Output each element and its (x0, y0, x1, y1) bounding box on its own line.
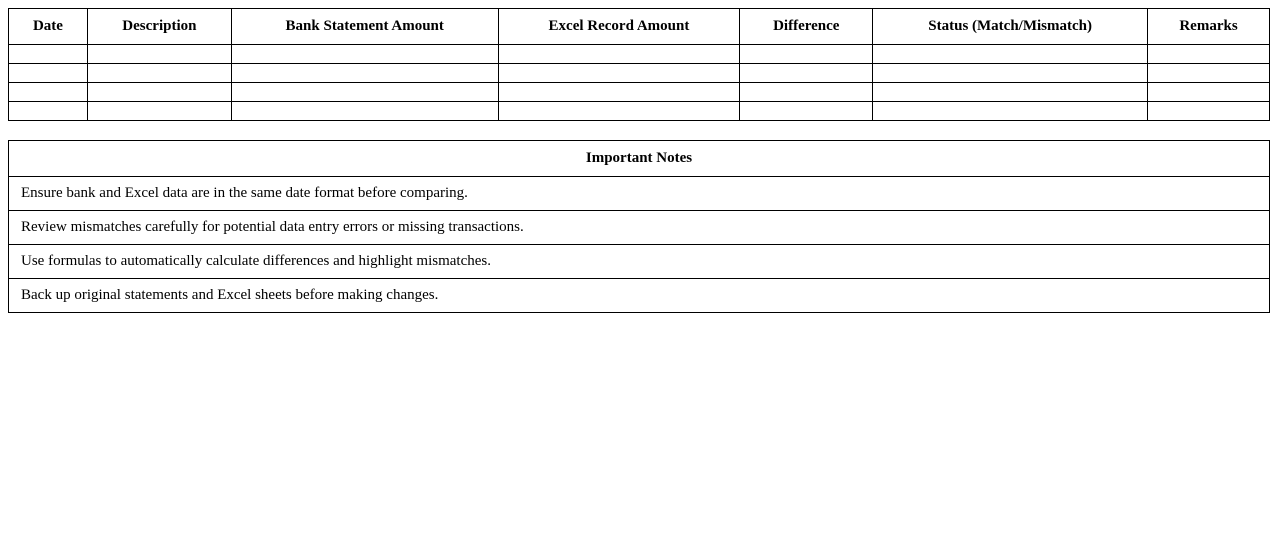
table-cell[interactable] (740, 64, 873, 83)
table-cell[interactable] (1148, 45, 1270, 64)
table-cell[interactable] (9, 64, 88, 83)
col-description: Description (87, 9, 231, 45)
col-bank-amount: Bank Statement Amount (231, 9, 498, 45)
col-remarks: Remarks (1148, 9, 1270, 45)
table-cell[interactable] (87, 83, 231, 102)
table-row (9, 64, 1270, 83)
table-cell[interactable] (873, 102, 1148, 121)
col-status: Status (Match/Mismatch) (873, 9, 1148, 45)
table-cell[interactable] (873, 83, 1148, 102)
table-cell[interactable] (873, 45, 1148, 64)
table-cell[interactable] (87, 102, 231, 121)
table-cell[interactable] (231, 64, 498, 83)
table-cell[interactable] (231, 83, 498, 102)
table-cell[interactable] (740, 83, 873, 102)
note-item: Back up original statements and Excel sheets before making changes. (9, 279, 1270, 313)
table-cell[interactable] (1148, 64, 1270, 83)
table-cell[interactable] (9, 102, 88, 121)
table-cell[interactable] (740, 45, 873, 64)
table-cell[interactable] (498, 83, 740, 102)
table-cell[interactable] (87, 64, 231, 83)
table-cell[interactable] (1148, 102, 1270, 121)
col-difference: Difference (740, 9, 873, 45)
table-cell[interactable] (740, 102, 873, 121)
note-item: Use formulas to automatically calculate differences and highlight mismatches. (9, 245, 1270, 279)
col-excel-amount: Excel Record Amount (498, 9, 740, 45)
table-row (9, 102, 1270, 121)
notes-title: Important Notes (9, 141, 1270, 177)
table-cell[interactable] (231, 102, 498, 121)
table-cell[interactable] (9, 45, 88, 64)
table-cell[interactable] (231, 45, 498, 64)
header-row (9, 9, 1270, 45)
table-row (9, 83, 1270, 102)
table-row (9, 45, 1270, 64)
note-item: Review mismatches carefully for potential data entry errors or missing transactions. (9, 211, 1270, 245)
table-cell[interactable] (498, 102, 740, 121)
table-cell[interactable] (498, 45, 740, 64)
notes-table (8, 140, 1270, 313)
reconciliation-table (8, 8, 1270, 121)
table-cell[interactable] (498, 64, 740, 83)
table-cell[interactable] (87, 45, 231, 64)
table-cell[interactable] (9, 83, 88, 102)
note-item: Ensure bank and Excel data are in the same date format before comparing. (9, 177, 1270, 211)
col-date: Date (9, 9, 88, 45)
table-cell[interactable] (873, 64, 1148, 83)
table-cell[interactable] (1148, 83, 1270, 102)
